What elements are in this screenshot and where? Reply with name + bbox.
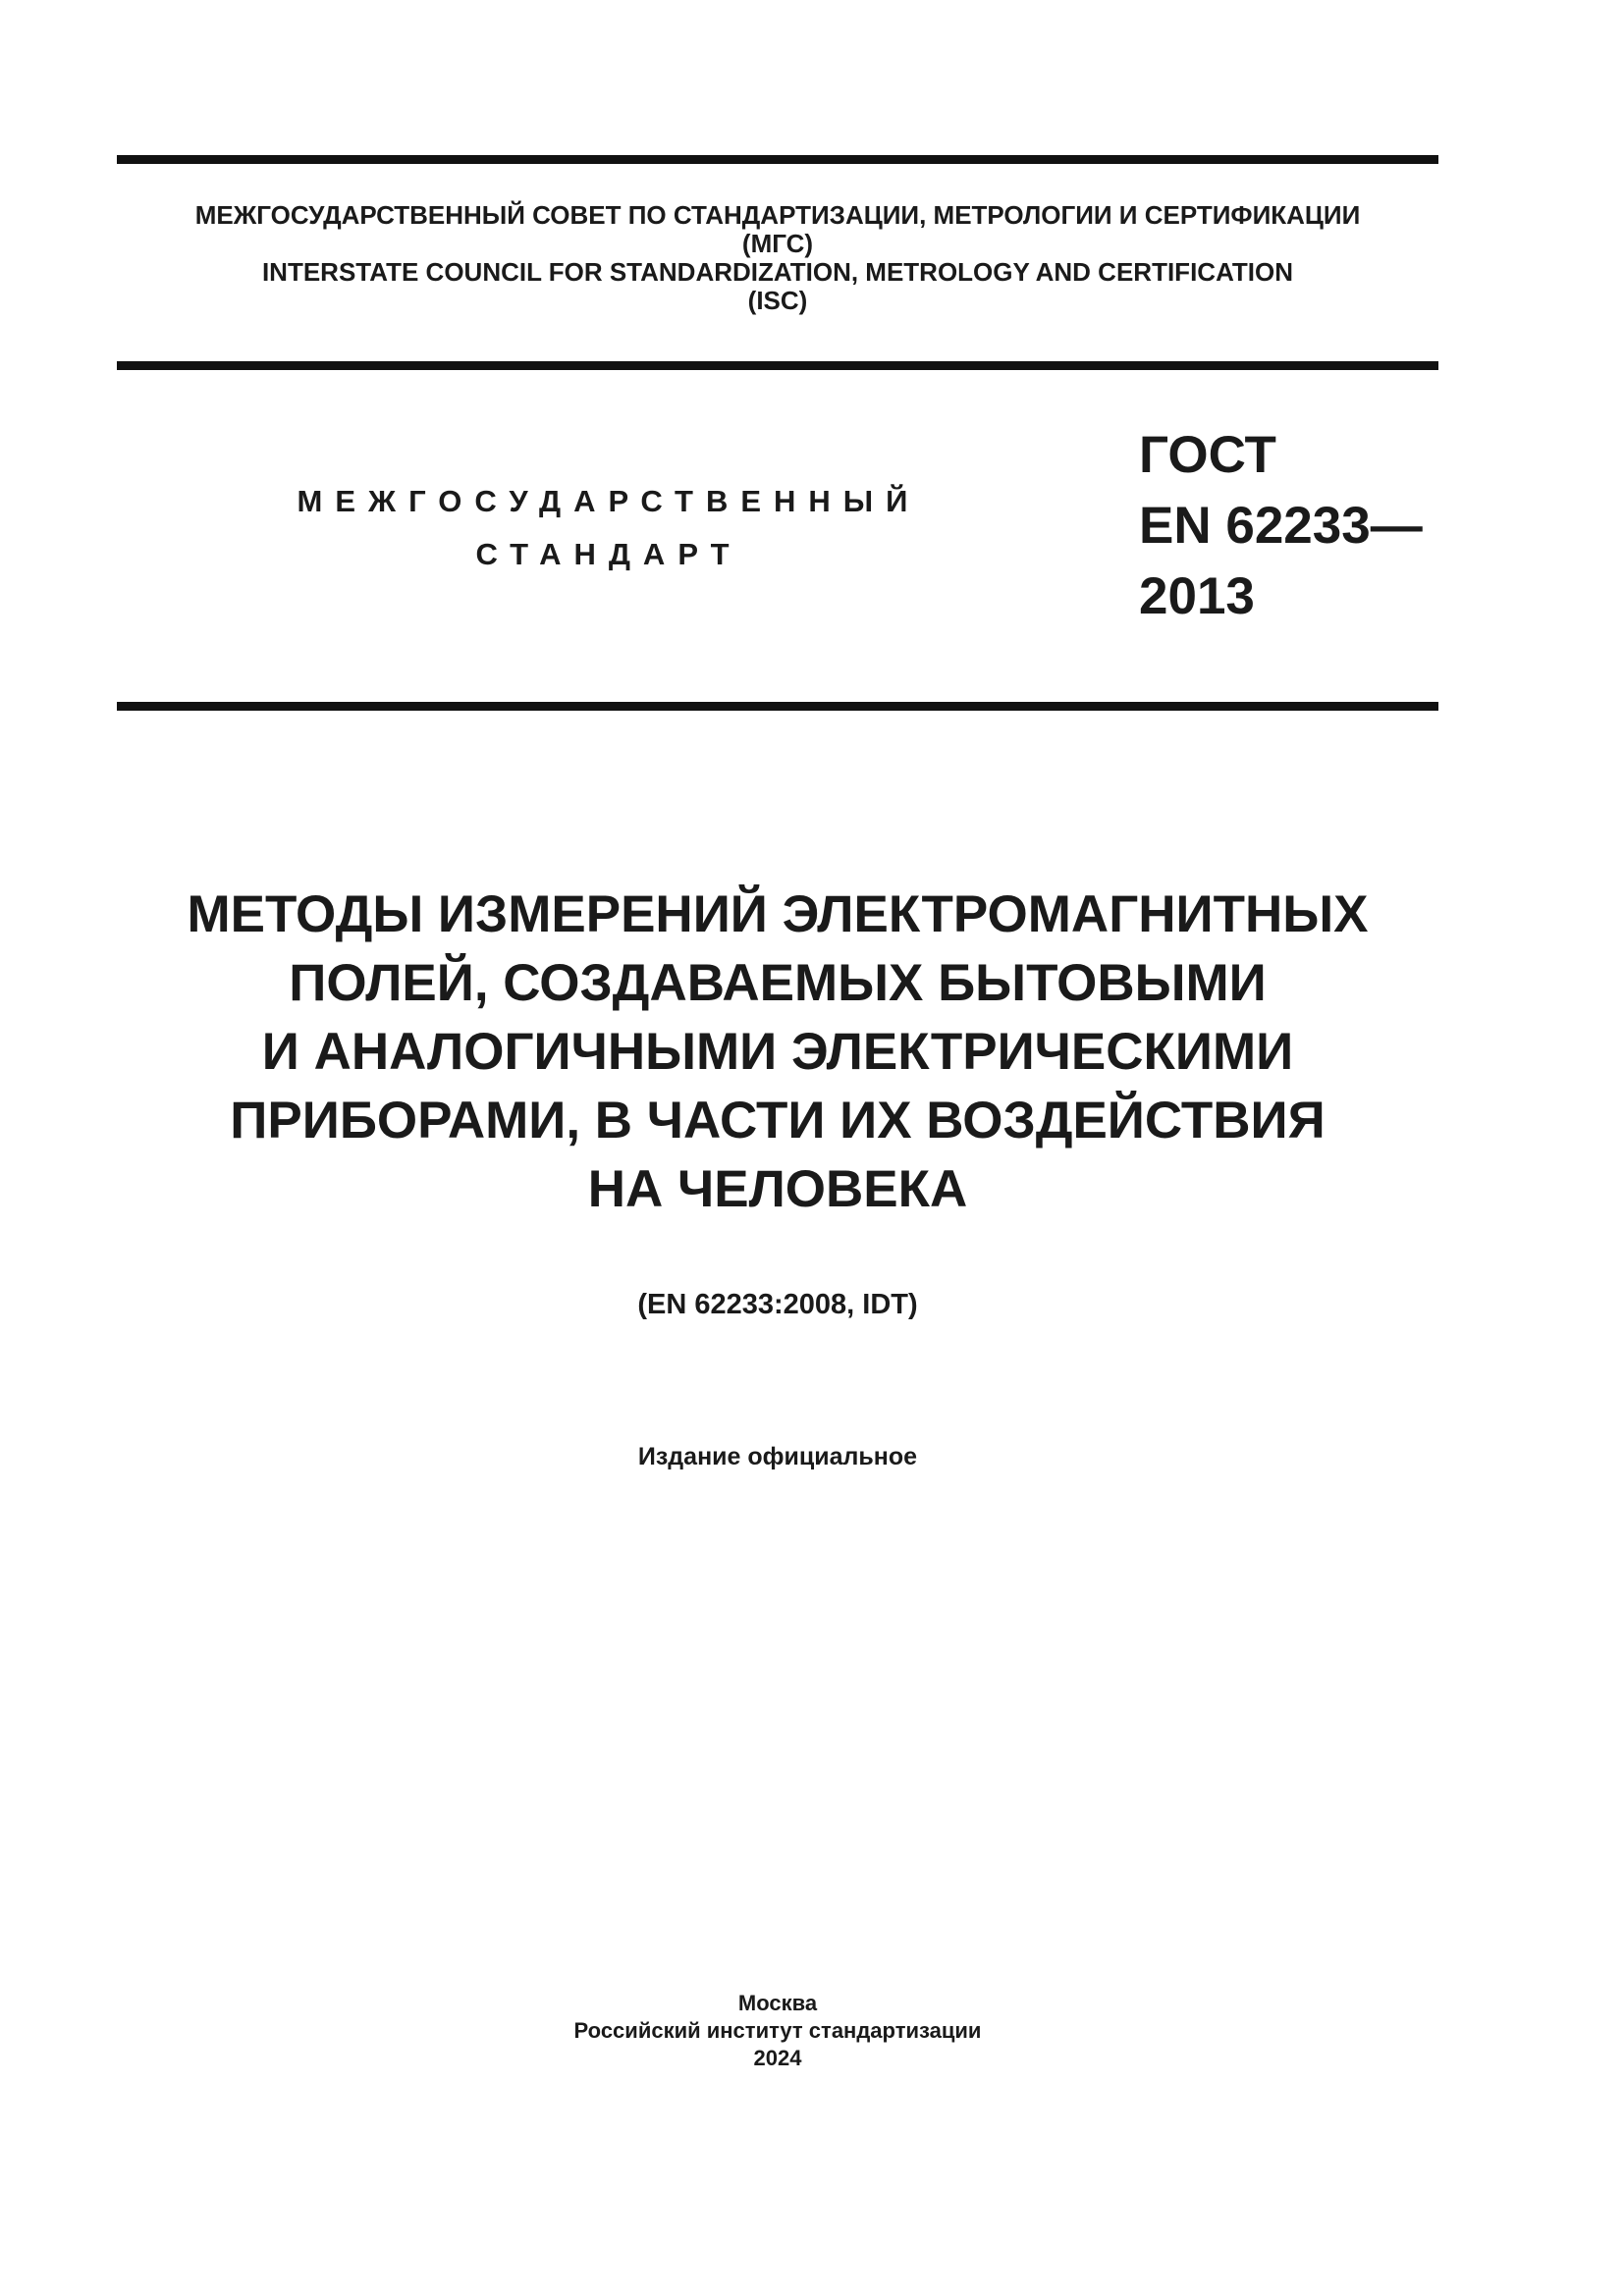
publisher-block: [117, 1990, 1438, 2072]
publisher-name: Российский институт стандартизации: [573, 2018, 982, 2043]
designation-line-2: EN 62233—: [1139, 497, 1423, 555]
publication-year: 2024: [753, 2046, 802, 2070]
international-reference: (EN 62233:2008, IDT): [637, 1289, 918, 1320]
title-line-4: ПРИБОРАМИ, В ЧАСТИ ИХ ВОЗДЕЙСТВИЯ: [230, 1092, 1326, 1149]
standard-type-line-1: МЕЖГОСУДАРСТВЕННЫЙ: [297, 484, 921, 518]
top-divider: [117, 155, 1438, 164]
standard-designation: [1139, 420, 1423, 632]
council-abbr-ru: (МГС): [741, 229, 814, 258]
title-line-2: ПОЛЕЙ, СОЗДАВАЕМЫХ БЫТОВЫМИ: [289, 954, 1267, 1012]
standard-type: [285, 475, 933, 581]
standard-type-line-2: СТАНДАРТ: [475, 537, 742, 571]
council-name-ru: МЕЖГОСУДАРСТВЕННЫЙ СОВЕТ ПО СТАНДАРТИЗАЦИИ, МЕТРОЛОГИИ И СЕРТИФИКАЦИИ: [194, 200, 1361, 230]
title-line-3: И АНАЛОГИЧНЫМИ ЭЛЕКТРИЧЕСКИМИ: [261, 1023, 1294, 1081]
publisher-city: Москва: [737, 1991, 818, 2015]
council-divider: [117, 361, 1438, 370]
council-abbr-en: (ISC): [747, 286, 808, 315]
edition-note: Издание официальное: [637, 1443, 918, 1470]
title-line-1: МЕТОДЫ ИЗМЕРЕНИЙ ЭЛЕКТРОМАГНИТНЫХ: [187, 885, 1369, 943]
council-name-en: INTERSTATE COUNCIL FOR STANDARDIZATION, METROLOGY AND CERTIFICATION: [261, 257, 1294, 287]
council-header: [117, 201, 1438, 315]
document-title: [117, 881, 1438, 1224]
designation-line-3: 2013: [1139, 567, 1255, 625]
designation-line-1: ГОСТ: [1139, 426, 1276, 484]
title-line-5: НА ЧЕЛОВЕКА: [587, 1160, 968, 1218]
header-divider: [117, 702, 1438, 711]
